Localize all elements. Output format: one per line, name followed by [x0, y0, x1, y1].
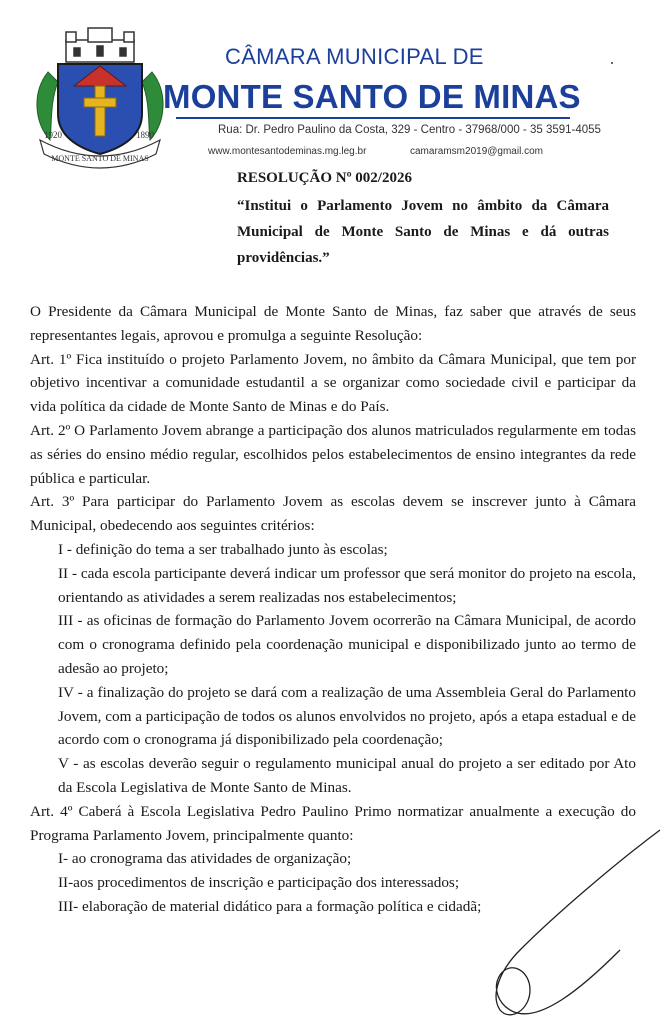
institution-line-2: MONTE SANTO DE MINAS: [163, 78, 581, 115]
article-3: Art. 3º Para participar do Parlamento Jovem as escolas devem se inscrever junto à Câmara Municipal, obedecendo aos seguintes critérios:: [30, 493, 636, 535]
article-3-item-4: IV - a finalização do projeto se dará com a realização de uma Assembleia Geral do Parlamento Jovem, com a participação de todos os alunos envolvidos no projeto, após a etapa estadual e de acordo com o cronograma já disponibilizado pela coordenação;: [58, 683, 636, 749]
article-4: Art. 4º Caberá à Escola Legislativa Pedro Paulino Primo normatizar anualmente a execução do Programa Parlamento Jovem, principalmente quanto:: [30, 802, 636, 844]
address: Rua: Dr. Pedro Paulino da Costa, 329 - Centro - 37968/000 - 35 3591-4055: [218, 124, 601, 136]
article-1: Art. 1º Fica instituído o projeto Parlamento Jovem, no âmbito da Câmara Municipal, que tem por objetivo incentivar a comunidade estudantil a se organizar como sociedade civil e participar da vida política da cidade de Monte Santo de Minas e do País.: [30, 350, 636, 416]
article-3-item-1: I - definição do tema a ser trabalhado junto às escolas;: [58, 540, 388, 558]
coat-of-arms-logo: [30, 22, 170, 172]
preamble: O Presidente da Câmara Municipal de Monte Santo de Minas, faz saber que através de seus representantes legais, aprovou e promulga a seguinte Resolução:: [30, 303, 636, 344]
scan-speck: [611, 62, 613, 64]
institution-line-1: CÂMARA MUNICIPAL DE: [225, 44, 484, 69]
website-link[interactable]: www.montesantodeminas.mg.leg.br: [208, 146, 367, 157]
article-3-item-2: II - cada escola participante deverá indicar um professor que será monitor do projeto na escola, orientando as atividades a serem realizadas nos estabelecimentos;: [58, 564, 636, 606]
resolution-number: RESOLUÇÃO Nº 002/2026: [237, 170, 412, 186]
handwritten-signature: [470, 800, 666, 1024]
article-4-item-3: III- elaboração de material didático para a formação política e cidadã;: [58, 897, 482, 915]
article-3-item-5: V - as escolas deverão seguir o regulamento municipal anual do projeto a ser editado por Ato da Escola Legislativa de Monte Santo de Minas.: [58, 755, 636, 796]
article-3-item-3: III - as oficinas de formação do Parlamento Jovem ocorrerão na Câmara Municipal, de acordo com o cronograma definido pela coordenação municipal e disponibilizado junto ao termo de adesão ao projeto;: [58, 612, 636, 677]
ribbon-text: MONTE SANTO DE MINAS: [51, 154, 149, 163]
article-2: Art. 2º O Parlamento Jovem abrange a participação dos alunos matriculados regularmente em todas as séries do ensino médio regular, escolhidos pelos estabelecimentos de ensino integrantes da rede pública e particular.: [30, 421, 636, 487]
email-link[interactable]: camaramsm2019@gmail.com: [410, 146, 543, 157]
article-4-item-1: I- ao cronograma das atividades de organização;: [58, 850, 352, 868]
mural-crown: [66, 28, 134, 62]
resolution-summary: “Institui o Parlamento Jovem no âmbito da Câmara Municipal de Monte Santo de Minas e dá outras providências.”: [237, 198, 609, 266]
ribbon-year-left: 1920: [44, 130, 62, 140]
article-4-item-2: II-aos procedimentos de inscrição e participação dos interessados;: [58, 874, 460, 892]
ribbon-year-right: 1890: [136, 130, 154, 140]
header-divider: [176, 117, 570, 119]
